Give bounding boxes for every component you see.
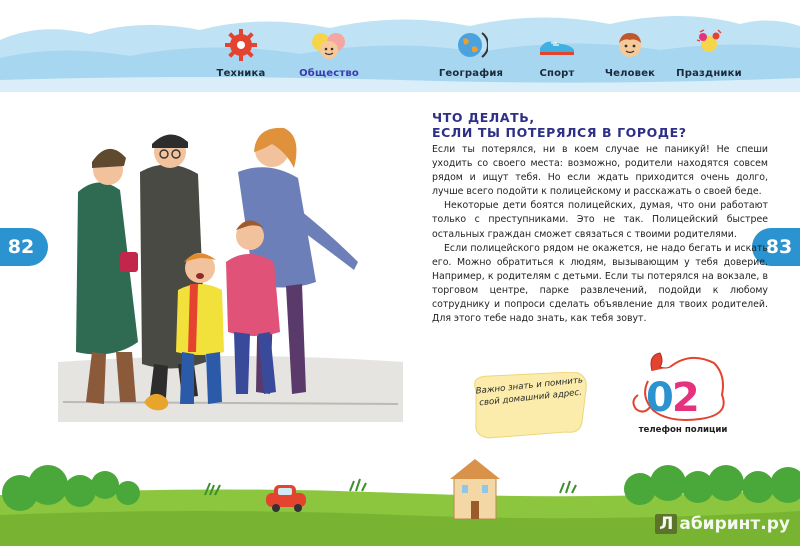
gear-icon bbox=[224, 28, 258, 62]
address-note bbox=[470, 372, 590, 442]
article-body bbox=[432, 143, 768, 326]
nav-label: Общество bbox=[299, 68, 359, 79]
police-label: телефон полиции bbox=[638, 425, 728, 435]
nav-item-prazdniki[interactable] bbox=[664, 28, 754, 88]
police-number-digit: 0 bbox=[646, 375, 672, 421]
article-paragraph: Если ты потерялся, ни в коем случае не паникуй! Не спеши уходить со своего места: возможно, родители находятся совсем рядом и ищут тебя. Но если ждать приходится очень долго, лучше всего подойти к полицейскому и расскажать о своей беде. bbox=[432, 144, 768, 198]
nav-item-obshchestvo[interactable] bbox=[284, 28, 374, 88]
nav-label: География bbox=[438, 68, 504, 79]
nav-item-technika[interactable] bbox=[196, 28, 286, 88]
balloons-icon bbox=[692, 28, 726, 62]
heading-line-1: ЧТО ДЕЛАТЬ, bbox=[432, 110, 535, 125]
nav-label: Человек bbox=[604, 68, 656, 79]
pavement bbox=[58, 356, 403, 422]
note-text: Важно знать и помнить свой домашний адрес. bbox=[475, 375, 584, 409]
nav-label: Праздники bbox=[676, 68, 742, 79]
article-heading bbox=[432, 110, 752, 140]
faces-icon bbox=[309, 28, 349, 62]
watermark bbox=[655, 514, 790, 534]
article-paragraph: Некоторые дети боятся полицейских, думая, что они работают только с преступниками. Это не так. Полицейский быстрее остальных граждан сможет связаться с твоими родителями. bbox=[432, 200, 768, 240]
nav-item-geografiya[interactable] bbox=[426, 28, 516, 88]
boy-face-icon bbox=[613, 28, 647, 62]
heading-line-2: ЕСЛИ ТЫ ПОТЕРЯЛСЯ В ГОРОДЕ? bbox=[432, 125, 687, 140]
police-phone bbox=[630, 345, 740, 440]
police-number bbox=[646, 375, 698, 421]
page-number-left: 82 bbox=[0, 228, 48, 266]
nav-item-chelovek[interactable] bbox=[585, 28, 675, 88]
watermark-initial: Л bbox=[655, 514, 677, 534]
sneaker-icon bbox=[537, 28, 577, 62]
section-nav bbox=[0, 28, 800, 88]
watermark-text: абиринт.ру bbox=[679, 514, 790, 534]
nav-label: Техника bbox=[216, 68, 266, 79]
page-number-right: 83 bbox=[752, 228, 800, 266]
globe-icon bbox=[454, 28, 488, 62]
police-number-digit: 2 bbox=[671, 375, 698, 421]
grass-footer bbox=[0, 455, 800, 546]
house bbox=[450, 459, 500, 519]
article-paragraph: Если полицейского рядом не окажется, не надо бегать и искать его. Можно обратиться к людям, вызывающим у тебя доверие. Например, к родителям с детьми. Если ты потерялся на вокзале, в торговом центре, парке развлечений, подойди к любому сотруднику и попроси сделать объявление для твоих родителей. Для этого тебе надо знать, как тебя зовут. bbox=[432, 242, 768, 325]
family-illustration bbox=[58, 112, 403, 422]
nav-label: Спорт bbox=[539, 68, 575, 79]
